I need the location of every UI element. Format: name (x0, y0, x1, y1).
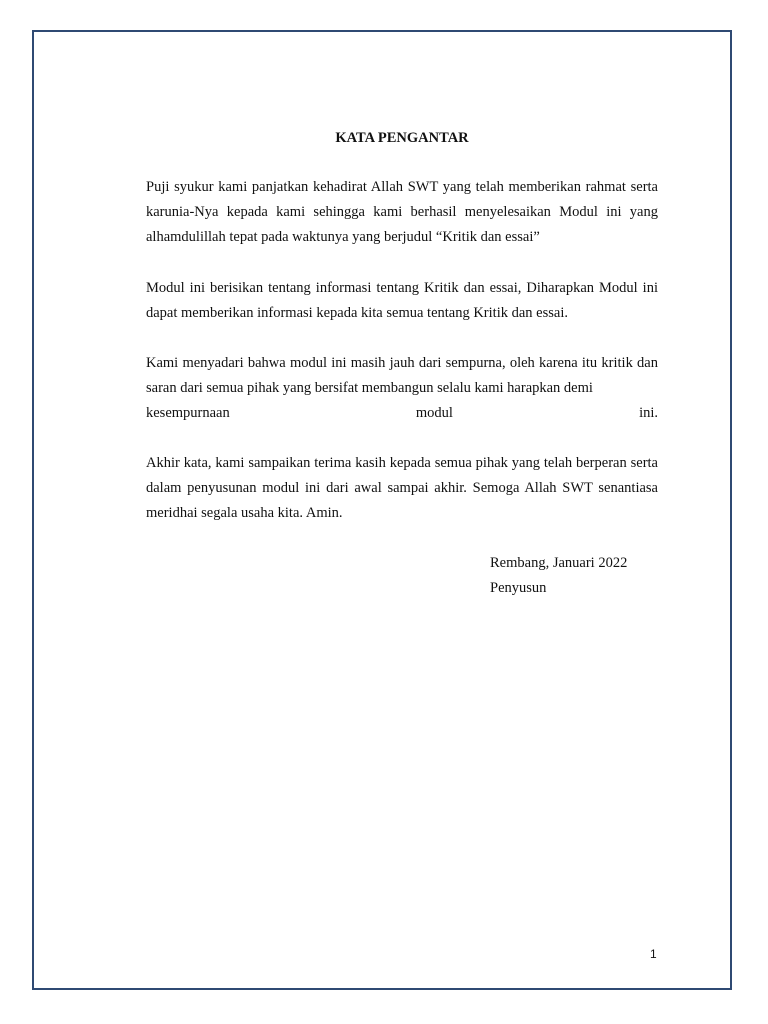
paragraph-3-word-2: modul (415, 405, 453, 421)
paragraph-2: Modul ini berisikan tentang informasi tentang Kritik dan essai, Diharapkan Modul ini dapat memberikan informasi kepada kita semua tentang Kritik dan essai. (146, 280, 658, 321)
signature-place-date: Rembang, Januari 2022 (490, 555, 628, 571)
document-title: KATA PENGANTAR (335, 130, 469, 146)
paragraph-3-word-1: kesempurnaan (146, 405, 230, 421)
paragraph-3-last-line (146, 401, 658, 426)
page-number: 1 (650, 947, 657, 961)
paragraph-3-main: Kami menyadari bahwa modul ini masih jauh dari sempurna, oleh karena itu kritik dan saran dari semua pihak yang bersifat membangun selalu kami harapkan demi (146, 355, 658, 396)
paragraph-3-word-3: ini. (639, 405, 658, 421)
paragraph-4: Akhir kata, kami sampaikan terima kasih kepada semua pihak yang telah berperan serta dalam penyusunan modul ini dari awal sampai akhir. Semoga Allah SWT senantiasa meridhai segala usaha kita. Amin. (146, 455, 658, 521)
signature-role: Penyusun (490, 580, 547, 596)
paragraph-1: Puji syukur kami panjatkan kehadirat Allah SWT yang telah memberikan rahmat serta karunia-Nya kepada kami sehingga kami berhasil menyelesaikan Modul ini yang alhamdulillah tepat pada waktunya yang berjudul “Kritik dan essai” (146, 179, 658, 245)
signature-block (490, 551, 627, 601)
paragraph-3 (146, 351, 658, 426)
